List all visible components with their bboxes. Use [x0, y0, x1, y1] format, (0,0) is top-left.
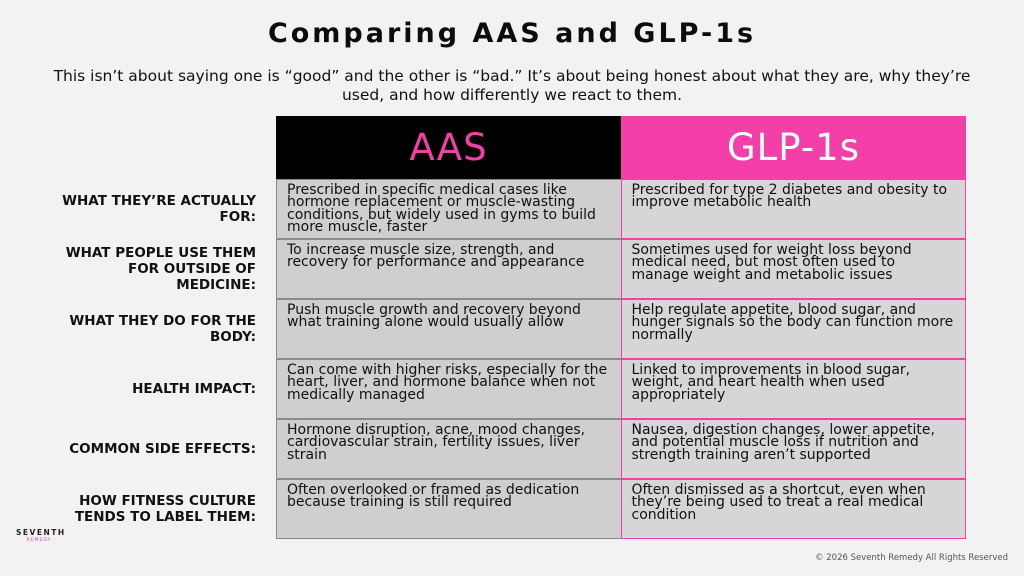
table-row — [276, 479, 966, 539]
cell-aas-purpose: Prescribed in specific medical cases like hormone replacement or muscle-wasting conditions, but widely used in gyms to build more muscle, faster — [276, 179, 621, 239]
cell-glp-health-impact: Linked to improvements in blood sugar, weight, and heart health when used appropriately — [621, 359, 967, 419]
cell-glp-side-effects: Nausea, digestion changes, lower appetite, and potential muscle loss if nutrition and strength training aren’t supported — [621, 419, 967, 479]
table-header — [276, 116, 966, 179]
table-row — [276, 179, 966, 239]
cell-aas-body-effect: Push muscle growth and recovery beyond what training alone would usually allow — [276, 299, 621, 359]
page-subtitle: This isn’t about saying one is “good” and the other is “bad.” It’s about being honest about what they are, why they’re used, and how differently we react to them. — [53, 67, 971, 104]
table-row — [276, 419, 966, 479]
cell-aas-outside-use: To increase muscle size, strength, and recovery for performance and appearance — [276, 239, 621, 299]
cell-glp-outside-use: Sometimes used for weight loss beyond medical need, but most often used to manage weight and metabolic issues — [621, 239, 967, 299]
row-label-5: COMMON SIDE EFFECTS: — [69, 441, 256, 457]
logo-subtext: REMEDY — [26, 538, 52, 543]
logo-wordmark: SEVENTH — [16, 528, 66, 537]
cell-glp-body-effect: Help regulate appetite, blood sugar, and hunger signals so the body can function more normally — [621, 299, 967, 359]
cell-aas-health-impact: Can come with higher risks, especially for the heart, liver, and hormone balance when not medically managed — [276, 359, 621, 419]
row-label-4: HEALTH IMPACT: — [132, 381, 256, 397]
row-label-2: WHAT PEOPLE USE THEM FOR OUTSIDE OF MEDICINE: — [65, 245, 256, 293]
row-labels — [60, 179, 256, 539]
cell-glp-culture-label: Often dismissed as a shortcut, even when they’re being used to treat a real medical condition — [621, 479, 967, 539]
page-title: Comparing AAS and GLP-1s — [267, 18, 757, 49]
brand-logo — [16, 528, 66, 543]
table-row — [276, 239, 966, 299]
cell-aas-side-effects: Hormone disruption, acne, mood changes, cardiovascular strain, fertility issues, liver strain — [276, 419, 621, 479]
copyright-footer: © 2026 Seventh Remedy All Rights Reserved — [815, 553, 1008, 563]
cell-glp-purpose: Prescribed for type 2 diabetes and obesity to improve metabolic health — [621, 179, 967, 239]
cell-aas-culture-label: Often overlooked or framed as dedication because training is still required — [276, 479, 621, 539]
column-header-aas: AAS — [276, 116, 621, 179]
comparison-table — [276, 116, 966, 539]
table-row — [276, 359, 966, 419]
row-label-3: WHAT THEY DO FOR THE BODY: — [69, 313, 256, 345]
column-header-glp: GLP-1s — [621, 116, 966, 179]
row-label-1: WHAT THEY’RE ACTUALLY FOR: — [62, 193, 256, 225]
table-row — [276, 299, 966, 359]
row-label-6: HOW FITNESS CULTURE TENDS TO LABEL THEM: — [74, 493, 256, 525]
